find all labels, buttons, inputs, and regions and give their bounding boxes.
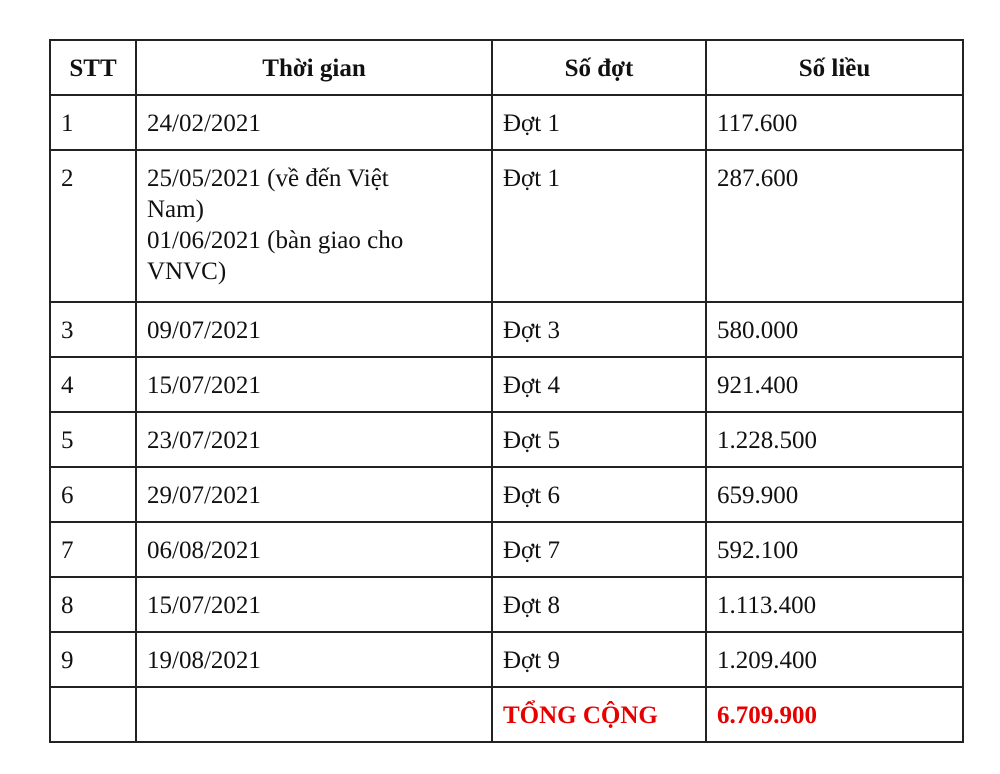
cell-batch: Đợt 9 <box>492 632 706 687</box>
total-value: 6.709.900 <box>706 687 963 742</box>
cell-time <box>136 467 492 522</box>
cell-batch: Đợt 7 <box>492 522 706 577</box>
cell-stt: 6 <box>50 467 136 522</box>
vaccine-delivery-table <box>49 39 964 743</box>
table-row <box>50 357 963 412</box>
time-line: 09/07/2021 <box>147 317 261 344</box>
time-line: 06/08/2021 <box>147 537 261 564</box>
cell-batch: Đợt 8 <box>492 577 706 632</box>
cell-doses: 580.000 <box>706 302 963 357</box>
cell-doses: 117.600 <box>706 95 963 150</box>
time-line: 29/07/2021 <box>147 482 261 509</box>
cell-batch: Đợt 3 <box>492 302 706 357</box>
cell-time <box>136 577 492 632</box>
cell-batch: Đợt 4 <box>492 357 706 412</box>
cell-doses: 921.400 <box>706 357 963 412</box>
cell-empty <box>50 687 136 742</box>
cell-time <box>136 95 492 150</box>
cell-time <box>136 412 492 467</box>
cell-time <box>136 632 492 687</box>
cell-stt: 3 <box>50 302 136 357</box>
time-line: 19/08/2021 <box>147 647 261 674</box>
table-row <box>50 577 963 632</box>
cell-doses: 1.228.500 <box>706 412 963 467</box>
time-line: 24/02/2021 <box>147 110 261 137</box>
total-row <box>50 687 963 742</box>
cell-batch: Đợt 5 <box>492 412 706 467</box>
cell-empty <box>136 687 492 742</box>
cell-doses: 659.900 <box>706 467 963 522</box>
table-row <box>50 632 963 687</box>
cell-doses: 287.600 <box>706 150 963 302</box>
header-doses: Số liều <box>706 40 963 95</box>
header-batch: Số đợt <box>492 40 706 95</box>
table-row <box>50 302 963 357</box>
cell-doses: 1.113.400 <box>706 577 963 632</box>
table-row <box>50 467 963 522</box>
time-line: 23/07/2021 <box>147 427 261 454</box>
table-row <box>50 150 963 302</box>
time-line: 25/05/2021 (về đến Việt <box>147 165 389 192</box>
cell-stt: 2 <box>50 150 136 302</box>
total-label: TỔNG CỘNG <box>492 687 706 742</box>
cell-time <box>136 150 492 302</box>
time-line: 15/07/2021 <box>147 372 261 399</box>
table-row <box>50 95 963 150</box>
table-row <box>50 412 963 467</box>
cell-time <box>136 302 492 357</box>
cell-time <box>136 357 492 412</box>
table-row <box>50 522 963 577</box>
cell-batch: Đợt 1 <box>492 150 706 302</box>
cell-stt: 9 <box>50 632 136 687</box>
cell-time <box>136 522 492 577</box>
cell-doses: 592.100 <box>706 522 963 577</box>
cell-stt: 4 <box>50 357 136 412</box>
cell-stt: 1 <box>50 95 136 150</box>
cell-stt: 8 <box>50 577 136 632</box>
time-line: 01/06/2021 (bàn giao cho <box>147 227 404 254</box>
header-time: Thời gian <box>136 40 492 95</box>
cell-doses: 1.209.400 <box>706 632 963 687</box>
cell-stt: 5 <box>50 412 136 467</box>
time-line: VNVC) <box>147 258 227 285</box>
header-stt: STT <box>50 40 136 95</box>
cell-batch: Đợt 6 <box>492 467 706 522</box>
header-row <box>50 40 963 95</box>
time-line: 15/07/2021 <box>147 592 261 619</box>
time-line: Nam) <box>147 196 204 223</box>
cell-batch: Đợt 1 <box>492 95 706 150</box>
cell-stt: 7 <box>50 522 136 577</box>
